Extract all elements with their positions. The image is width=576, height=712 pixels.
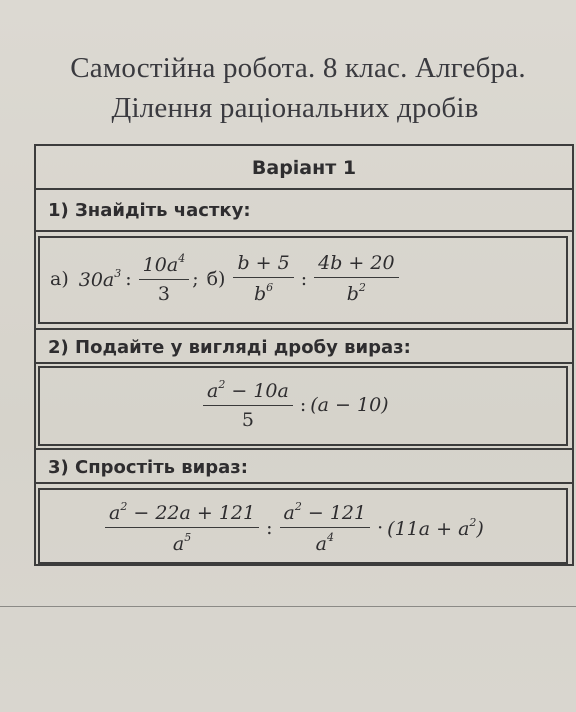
task1-a-left: 30a [78, 268, 115, 291]
task2-right: (a − 10) [310, 393, 389, 416]
task2-num-rest: − 10a [225, 380, 289, 402]
task3-expression: $\frac{a^2 - 22a + 121}{a^5}$ : $\frac{a^2 - 121}{a^4}$ · $(11a + a^2)$ [102, 500, 484, 555]
variant-header: Варіант 1 [36, 146, 572, 190]
task2-num: a [207, 380, 219, 402]
task1-separator: ; [192, 267, 199, 290]
task3-num1-rest: − 22a + 121 [127, 502, 256, 524]
task3-num2-exp: 2 [294, 500, 302, 513]
task1-b-den1: b [253, 283, 267, 305]
task1-b-fraction2 [314, 252, 398, 305]
task2-num-exp: 2 [218, 378, 226, 391]
task3-fraction2 [280, 500, 371, 555]
task3-fraction1 [105, 500, 259, 555]
task3-num1-exp: 2 [120, 500, 128, 513]
task1-a-num: 10a [142, 254, 179, 276]
task3-tail-pre: (11a + a [387, 517, 470, 540]
task1-label: 1) Знайдіть частку: [36, 190, 572, 232]
task3-num2-rest: − 121 [301, 502, 367, 524]
paper-edge-line [0, 606, 576, 607]
task3-tail-post: ) [476, 517, 484, 540]
title-line-2: Ділення раціональних дробів [111, 92, 479, 124]
task2-expression: $\frac{a^2 - 10a}{5}$ : (a − 10) [200, 378, 389, 431]
task3-num1: a [109, 502, 121, 524]
task1-expression: а) $30a^3$ : $\frac{10a^4}{3}$ ; б) $\frac{b + 5}{b^6}$ : $\frac{4b + 20}{b^2}$ [50, 252, 402, 305]
task1-b-label: б) [206, 267, 226, 290]
task-table [34, 144, 574, 566]
task2-label: 2) Подайте у вигляді дробу вираз: [36, 328, 572, 364]
task3-box [38, 488, 568, 564]
task3-den1-exp: 5 [184, 531, 192, 544]
task3-label: 3) Спростіть вираз: [36, 448, 572, 484]
task1-a-num-exp: 4 [178, 252, 186, 265]
task1-b-den2-exp: 2 [358, 281, 366, 294]
task1-a-label: а) [50, 267, 69, 290]
task2-box [38, 366, 568, 446]
task3-den2-exp: 4 [326, 531, 334, 544]
task3-num2: a [283, 502, 295, 524]
task1-b-num1: b + 5 [233, 252, 293, 278]
task1-b-den1-exp: 6 [266, 281, 274, 294]
task1-b-fraction1 [233, 252, 293, 305]
title-line-1: Самостійна робота. 8 клас. Алгебра. [70, 52, 526, 84]
task1-a-left-exp: 3 [114, 266, 122, 280]
task1-b-den2: b [346, 283, 359, 305]
task1-b-num2: 4b + 20 [314, 252, 398, 278]
task3-den2: a [315, 533, 327, 555]
task3-den1: a [172, 533, 185, 555]
task1-a-fraction [139, 252, 190, 305]
task3-tail-exp: 2 [469, 515, 477, 529]
task2-fraction [203, 378, 293, 431]
task1-box [38, 236, 568, 324]
task1-a-den: 3 [157, 283, 170, 305]
task3-tail [387, 516, 484, 540]
task2-den: 5 [241, 409, 254, 431]
